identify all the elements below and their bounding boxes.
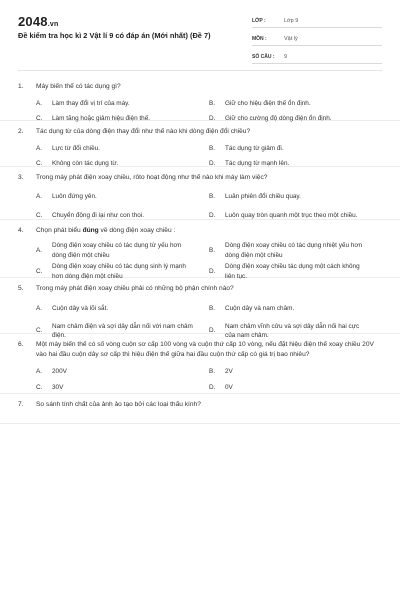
- option-text: Giữ cho hiệu điện thế ổn định.: [225, 99, 311, 107]
- question-text: [18, 121, 382, 137]
- question-text: [18, 167, 382, 183]
- info-row-count: [252, 50, 382, 64]
- option-letter: A.: [36, 246, 43, 254]
- question-text: [18, 76, 382, 92]
- question-number: 4.: [18, 227, 24, 234]
- option-letter: B.: [209, 144, 216, 152]
- option-text: 2V: [225, 368, 233, 376]
- question-number: 6.: [18, 341, 24, 348]
- option-letter: C.: [36, 267, 43, 275]
- question-4: [0, 220, 400, 278]
- option-letter: D.: [209, 327, 216, 335]
- answer-option[interactable]: [209, 187, 382, 206]
- question-text: [18, 394, 382, 410]
- answer-option[interactable]: [36, 187, 209, 206]
- question-list: [0, 76, 400, 424]
- question-number: 2.: [18, 128, 24, 135]
- option-letter: C.: [36, 159, 43, 167]
- option-letter: A.: [36, 368, 43, 376]
- info-row-subject: [252, 32, 382, 46]
- answer-option[interactable]: [36, 298, 209, 320]
- option-letter: C.: [36, 114, 43, 122]
- option-text: Chuyển động đi lại như con thoi.: [52, 211, 145, 219]
- option-letter: C.: [36, 384, 43, 392]
- question-number: 7.: [18, 401, 24, 408]
- info-label: SỐ CÂU :: [252, 53, 275, 60]
- answer-option[interactable]: [209, 240, 382, 261]
- option-text: Làm tăng hoặc giảm hiệu điện thế.: [52, 114, 151, 122]
- option-text: Không còn tác dụng từ.: [52, 159, 119, 167]
- exam-info: [252, 14, 382, 68]
- option-text: Cuộn dây và lõi sắt.: [52, 305, 109, 313]
- question-stem-text: Trong máy phát điện xoay chiều phải có những bộ phận chính nào?: [36, 285, 234, 292]
- answer-options: [18, 364, 382, 396]
- question-5: [0, 278, 400, 339]
- question-text: [18, 220, 382, 236]
- answer-options: [18, 240, 382, 282]
- option-letter: A.: [36, 99, 43, 107]
- question-3: [0, 167, 400, 220]
- option-letter: D.: [209, 114, 216, 122]
- answer-option[interactable]: [209, 364, 382, 380]
- question-stem-text: Trong máy phát điện xoay chiều, rôto hoạt động như thế nào khi máy làm việc?: [36, 174, 268, 181]
- answer-option[interactable]: [209, 141, 382, 156]
- option-text: Luôn quay tròn quanh một trục theo một chiều.: [225, 211, 358, 219]
- info-value: Lớp 9: [284, 17, 299, 24]
- info-row-class: [252, 14, 382, 28]
- answer-option[interactable]: [36, 96, 209, 111]
- answer-option[interactable]: [209, 96, 382, 111]
- option-text: Lực từ đổi chiều.: [52, 144, 100, 152]
- question-number: 5.: [18, 285, 24, 292]
- option-text: Tác dụng từ giảm đi.: [225, 144, 284, 152]
- info-label: LỚP :: [252, 17, 266, 24]
- question-2: [0, 121, 400, 167]
- option-text: Giữ cho cường độ dòng điện ổn định.: [225, 114, 332, 122]
- option-text: 30V: [52, 384, 64, 392]
- question-stem: [36, 340, 382, 360]
- question-stem-text: Máy biến thế có tác dụng gì?: [36, 83, 121, 90]
- option-letter: A.: [36, 305, 43, 313]
- question-stem: [36, 284, 382, 294]
- answer-option[interactable]: [36, 141, 209, 156]
- option-letter: B.: [209, 246, 216, 254]
- option-letter: D.: [209, 159, 216, 167]
- question-stem: [36, 400, 382, 410]
- option-letter: A.: [36, 144, 43, 152]
- option-letter: B.: [209, 305, 216, 313]
- question-stem-text: So sánh tính chất của ảnh ảo tạo bởi các loại thấu kính?: [36, 401, 201, 408]
- option-letter: A.: [36, 192, 43, 200]
- question-stem-text: Tác dụng từ của dòng điện thay đổi như thế nào khi dòng điện đổi chiều?: [36, 128, 251, 135]
- option-letter: D.: [209, 267, 216, 275]
- question-number: 3.: [18, 174, 24, 181]
- option-letter: B.: [209, 192, 216, 200]
- option-letter: B.: [209, 368, 216, 376]
- question-stem-text: Một máy biến thế có số vòng cuộn sơ cấp 100 vòng và cuộn thứ cấp 10 vòng, nếu đặt hiệu điện thế xoay chiều 20V vào hai đầu cuộn dây sơ cấp thì hiệu điện thế giữa hai đầu cuộn thứ cấp có giá trị bao nhiêu?: [36, 341, 374, 358]
- option-text: Cuộn dây và nam châm.: [225, 305, 295, 313]
- question-stem-emphasis: đúng: [82, 227, 99, 234]
- info-label: MÔN :: [252, 35, 267, 42]
- option-letter: D.: [209, 384, 216, 392]
- info-value: 9: [284, 53, 288, 60]
- question-text: [18, 278, 382, 294]
- option-text: Nam châm vĩnh cửu và sợi dây dẫn nối hai cực của nam châm.: [225, 322, 360, 339]
- question-text: [18, 334, 382, 360]
- option-letter: C.: [36, 327, 43, 335]
- header-divider: [18, 70, 382, 71]
- option-text: 0V: [225, 384, 233, 392]
- question-stem: [36, 226, 382, 236]
- option-text: Luân phiên đổi chiều quay.: [225, 192, 301, 200]
- site-logo[interactable]: 2048.vn: [18, 14, 59, 29]
- answer-option[interactable]: [209, 298, 382, 320]
- exam-title: Đề kiểm tra học kì 2 Vật lí 9 có đáp án (Mới nhất) (Đề 7): [18, 31, 211, 40]
- answer-option[interactable]: [36, 240, 209, 261]
- option-text: Dòng điện xoay chiều tác dụng một cách không liên tục.: [225, 263, 360, 280]
- option-text: Luôn đứng yên.: [52, 192, 97, 200]
- answer-option[interactable]: [36, 364, 209, 380]
- info-value: Vật lý: [284, 35, 298, 42]
- question-1: [0, 76, 400, 121]
- option-letter: C.: [36, 211, 43, 219]
- option-text: Dòng điện xoay chiều có tác dụng từ yếu hơn dòng điện một chiều: [52, 242, 182, 259]
- question-number: 1.: [18, 83, 24, 90]
- question-6: [0, 334, 400, 394]
- question-7: [0, 394, 400, 424]
- option-text: 200V: [52, 368, 67, 376]
- exam-header: [0, 0, 400, 68]
- question-stem-text: Chọn phát biểu: [36, 227, 83, 234]
- option-letter: B.: [209, 99, 216, 107]
- option-text: Làm thay đổi vị trí của máy.: [52, 99, 130, 107]
- question-stem: [36, 173, 382, 183]
- option-text: Dòng điện xoay chiều có tác dụng nhiệt yếu hơn dòng điện một chiều: [225, 242, 363, 259]
- option-letter: D.: [209, 211, 216, 219]
- option-text: Dòng điện xoay chiều có tác dụng sinh lý mạnh hơn dòng điện một chiều: [52, 263, 186, 280]
- option-text: Nam châm điện và sợi dây dẫn nối với nam châm điện.: [52, 322, 193, 339]
- question-stem-text: về dòng điện xoay chiều :: [98, 227, 176, 234]
- question-stem: [36, 127, 382, 137]
- option-text: Tác dụng từ mạnh lên.: [225, 159, 290, 167]
- question-stem: [36, 82, 382, 92]
